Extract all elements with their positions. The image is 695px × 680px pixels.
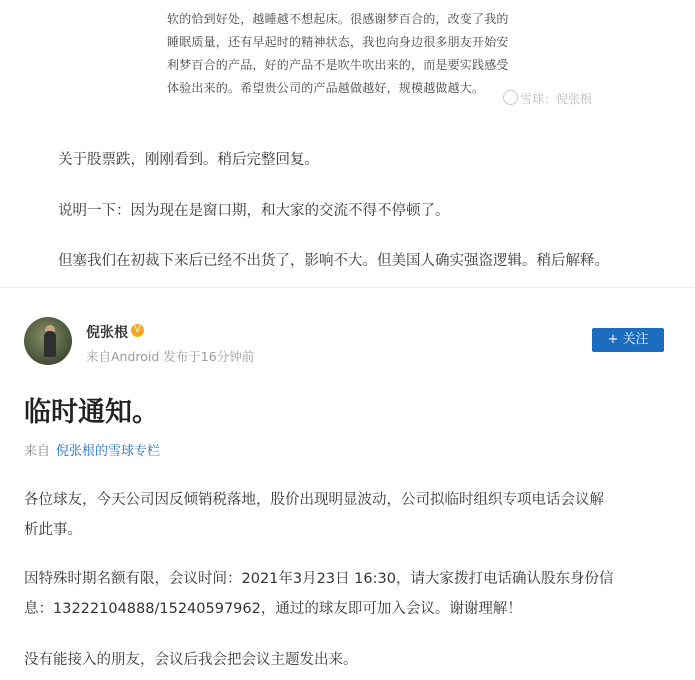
follow-button[interactable]: + 关注: [592, 328, 664, 352]
xueqiu-logo-icon: [503, 90, 518, 105]
previous-post-paragraph: 关于股票跌，刚刚看到。稍后完整回复。: [58, 152, 319, 168]
image-watermark: [503, 90, 592, 107]
body-line: 各位球友，今天公司因反倾销税落地，股价出现明显波动，公司拟临时组织专项电话会议解: [24, 492, 604, 508]
quote-line: 利梦百合的产品，好的产品不是吹牛吹出来的，而是要实践感受: [167, 58, 509, 72]
body-line: 因特殊时期名额有限，会议时间：2021年3月23日 16:30，请大家拨打电话确认股东身份信: [24, 571, 614, 587]
quote-line: 体验出来的。希望贵公司的产品越做越好，规模越做越大。: [167, 81, 485, 95]
previous-post-paragraph: 但塞我们在初裁下来后已经不出货了，影响不大。但美国人确实强盗逻辑。稍后解释。: [58, 253, 609, 269]
previous-post-paragraph: 说明一下：因为现在是窗口期，和大家的交流不得不停顿了。: [58, 203, 450, 219]
post-meta: 来自Android 发布于16分钟前: [86, 349, 255, 364]
watermark-text: 雪球：倪张根: [520, 92, 593, 106]
author-name[interactable]: 倪张根: [86, 325, 128, 341]
avatar[interactable]: [24, 317, 72, 365]
body-line: 析此事。: [24, 522, 82, 538]
quote-line: 睡眠质量，还有早起时的精神状态，我也向身边很多朋友开始安: [167, 35, 509, 49]
quoted-image: [155, 0, 675, 118]
post-title: 临时通知。: [24, 397, 159, 428]
verified-badge-icon: V: [131, 324, 144, 337]
post-divider: [0, 287, 695, 288]
body-line: 息：13222104888/15240597962，通过的球友即可加入会议。谢谢理解！: [24, 601, 522, 617]
source-prefix: 来自: [24, 444, 51, 459]
body-paragraph: [24, 648, 358, 672]
quote-line: 软的恰到好处，越睡越不想起床。很感谢梦百合的，改变了我的: [167, 12, 509, 26]
body-paragraph: [24, 567, 613, 621]
body-line: 没有能接入的朋友，会议后我会把会议主题发出来。: [24, 652, 358, 668]
body-paragraph: [24, 488, 604, 542]
post-source: [24, 440, 160, 459]
column-link[interactable]: 倪张根的雪球专栏: [56, 444, 161, 459]
